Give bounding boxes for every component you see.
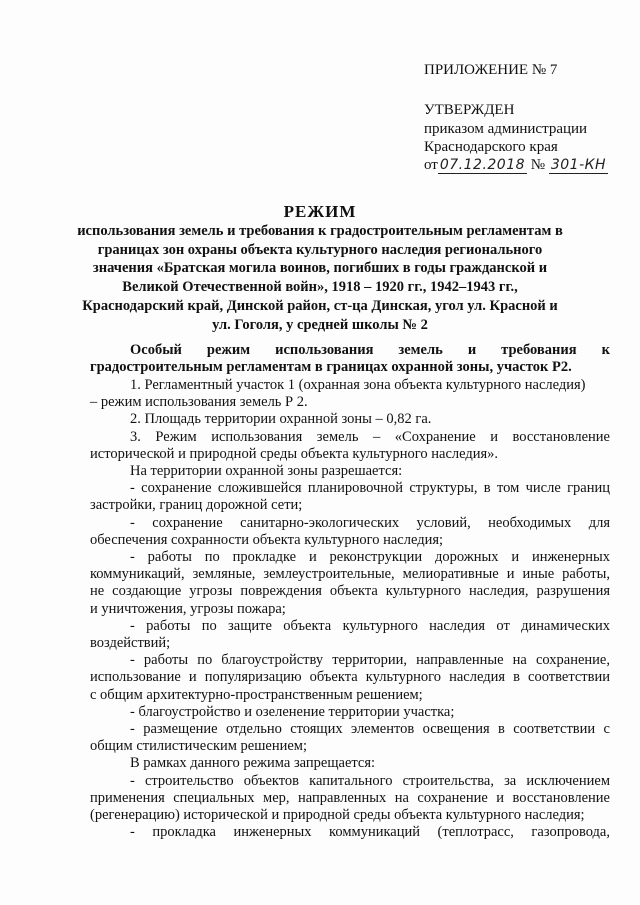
section-heading-line-2: градостроительным регламентам в границах охранной зоны, участок Р2. — [90, 359, 572, 375]
section-heading-line-1 — [130, 341, 610, 359]
paragraph-3-line-2: исторической и природной среды объекта культурного наследия». — [90, 445, 499, 462]
from-label: от — [424, 157, 438, 173]
allowed-item-3-line-2: коммуникаций, земляные, землеустроительные, мелиоративные и иные работы, — [90, 566, 610, 583]
subtitle-line-3: значения «Братская могила воинов, погибших в годы гражданской и — [92, 260, 548, 276]
paragraph-1-line-2: – режим использования земель Р 2. — [90, 394, 308, 411]
approved-region: Краснодарского края — [424, 139, 558, 155]
prohibited-heading: В рамках данного режима запрещается: — [130, 755, 376, 772]
allowed-item-1-line-1: - сохранение сложившейся планировочной структуры, в том числе границ — [130, 480, 610, 497]
prohibited-item-2-line-1: - прокладка инженерных коммуникаций (теплотрасс, газопровода, — [130, 824, 610, 841]
paragraph-2: 2. Площадь территории охранной зоны – 0,82 га. — [130, 411, 432, 428]
number-label: № — [530, 157, 546, 173]
approved-by-order: приказом администрации — [424, 121, 588, 137]
appendix-label: ПРИЛОЖЕНИЕ № 7 — [424, 62, 558, 78]
prohibited-item-1-line-1: - строительство объектов капитального строительства, за исключением — [130, 772, 610, 789]
subtitle-line-6: ул. Гоголя, у средней школы № 2 — [212, 316, 428, 333]
paragraph-1-line-1: 1. Регламентный участок 1 (охранная зона объекта культурного наследия) — [130, 377, 586, 393]
allowed-item-3-line-1: - работы по прокладке и реконструкции дорожных и инженерных — [130, 549, 610, 566]
handwritten-number: 301-КН — [550, 157, 607, 173]
title-block — [0, 202, 640, 334]
allowed-item-5-line-3: с общим архитектурно-пространственным решением; — [90, 686, 423, 703]
heading-word-3: использования — [275, 342, 374, 358]
allowed-item-6: - благоустройство и озеленение территории участка; — [130, 703, 455, 720]
heading-word-1: Особый — [130, 342, 182, 358]
heading-word-4: земель — [398, 342, 443, 358]
prohibited-item-1-line-3: (регенерацию) исторической и природной среды объекта культурного наследия; — [90, 807, 585, 824]
allowed-heading: На территории охранной зоны разрешается: — [130, 463, 403, 480]
heading-word-6: требования — [501, 342, 577, 358]
allowed-item-5-line-1: - работы по благоустройству территории, направленные на сохранение, — [130, 652, 610, 669]
allowed-item-4-line-2: воздействий; — [90, 635, 171, 652]
subtitle-line-5: Краснодарский край, Динской район, ст-ца Динская, угол ул. Красной и — [82, 298, 558, 314]
subtitle-line-4: Великой Отечественной войн», 1918 – 1920 гг., 1942–1943 гг., — [122, 278, 518, 295]
body-text — [90, 377, 610, 841]
allowed-item-4-line-1: - работы по защите объекта культурного наследия от динамических — [130, 617, 610, 634]
allowed-item-3-line-4: и уничтожения, угрозы пожара; — [90, 600, 286, 617]
allowed-item-5-line-2: использование и популяризацию объекта культурного наследия в соответствии — [90, 669, 610, 686]
allowed-item-7-line-2: общим стилистическим решением; — [90, 738, 307, 755]
allowed-item-1-line-2: застройки, границ дорожной сети; — [90, 497, 303, 514]
handwritten-date: 07.12.2018 — [439, 157, 526, 173]
approved-label: УТВЕРЖДЕН — [424, 102, 515, 118]
allowed-item-2-line-2: обеспечения сохранности объекта культурного наследия; — [90, 531, 444, 548]
approval-date-number-line — [424, 156, 608, 174]
allowed-item-7-line-1: - размещение отдельно стоящих элементов освещения в соответствии с — [130, 721, 610, 738]
subtitle-line-2: границах зон охраны объекта культурного наследия регионального — [97, 241, 543, 258]
heading-word-7: к — [601, 342, 610, 358]
paragraph-3-line-1: 3. Режим использования земель – «Сохранение и восстановление — [130, 428, 610, 445]
allowed-item-2-line-1: - сохранение санитарно-экологических условий, необходимых для — [130, 514, 610, 531]
regime-title: РЕЖИМ — [283, 202, 357, 221]
allowed-item-3-line-3: не создающие угрозы повреждения объекта культурного наследия, разрушения — [90, 583, 610, 600]
heading-word-5: и — [467, 342, 477, 358]
subtitle-line-1: использования земель и требования к градостроительным регламентам в — [77, 223, 563, 239]
heading-word-2: режим — [206, 342, 251, 358]
prohibited-item-1-line-2: применения специальных мер, направленных на сохранение и восстановление — [90, 789, 610, 806]
